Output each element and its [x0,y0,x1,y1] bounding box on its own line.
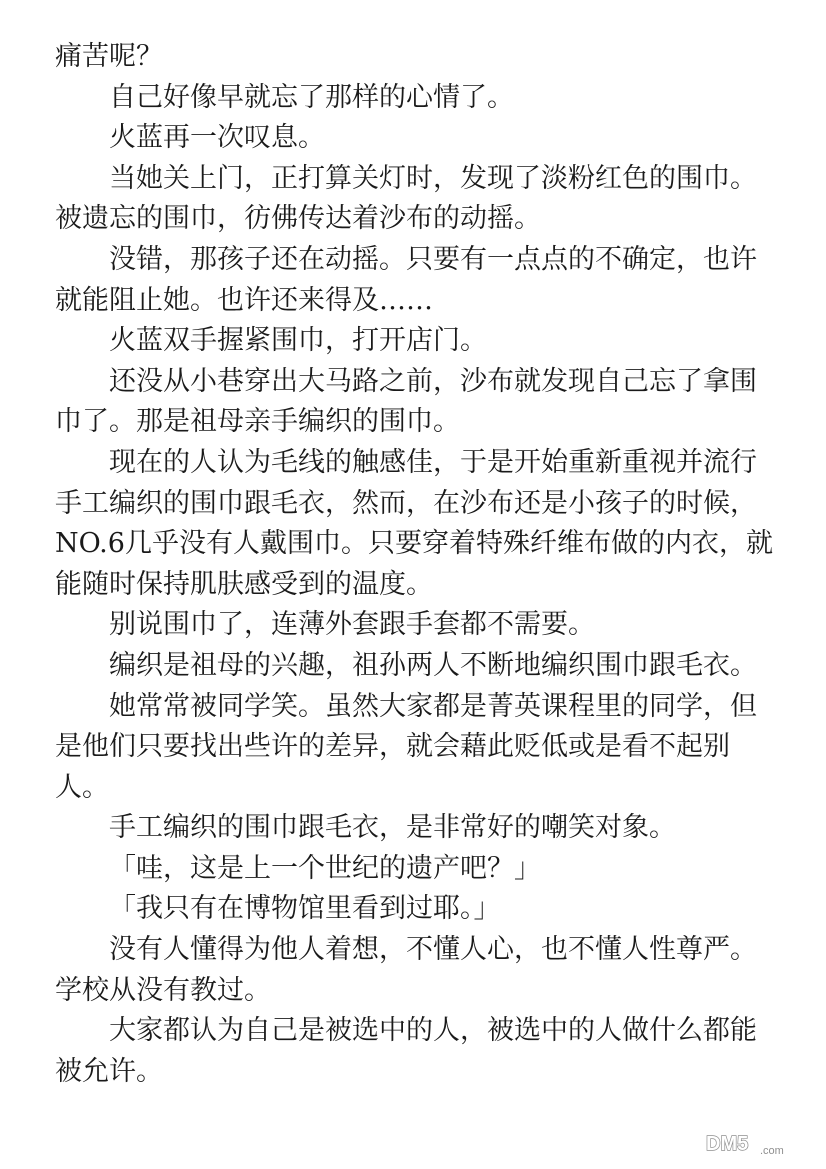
text-body [55,37,775,1092]
text-line: 手工编织的围巾跟毛衣，然而，在沙布还是小孩子的时候， [55,487,757,519]
text-line: 是他们只要找出些许的差异，就会藉此贬低或是看不起别 [55,731,730,763]
text-line: 没有人懂得为他人着想，不懂人心，也不懂人性尊严。 [109,934,757,966]
text-line: 当她关上门，正打算关灯时，发现了淡粉红色的围巾。 [109,162,757,194]
text-line: 现在的人认为毛线的触感佳，于是开始重新重视并流行 [109,446,757,478]
text-line: NO.6几乎没有人戴围巾。只要穿着特殊纤维布做的内衣，就 [55,528,773,560]
text-line: 巾了。那是祖母亲手编织的围巾。 [55,406,460,438]
dm5-logo-icon [704,1129,808,1159]
text-line: 人。 [55,771,109,803]
text-line: 大家都认为自己是被选中的人，被选中的人做什么都能 [109,1015,757,1047]
text-line: 自己好像早就忘了那样的心情了。 [109,81,514,113]
text-line: 「我只有在博物馆里看到过耶。」 [109,893,501,925]
text-line: 被允许。 [55,1055,163,1087]
watermark-suffix: .com [760,1145,784,1157]
text-line: 手工编织的围巾跟毛衣，是非常好的嘲笑对象。 [109,812,676,844]
text-line: 火蓝双手握紧围巾，打开店门。 [109,325,487,357]
text-line: 被遗忘的围巾，彷佛传达着沙布的动摇。 [55,203,541,235]
text-line: 「哇，这是上一个世纪的遗产吧？」 [109,852,541,884]
text-line: 火蓝再一次叹息。 [109,122,325,154]
text-line: 没错，那孩子还在动摇。只要有一点点的不确定，也许 [109,243,757,275]
watermark-text: DM5 [706,1133,749,1155]
text-line: 她常常被同学笑。虽然大家都是菁英课程里的同学，但 [109,690,757,722]
text-line: 别说围巾了，连薄外套跟手套都不需要。 [109,609,595,641]
text-line: 痛苦呢？ [55,41,163,72]
text-line: 还没从小巷穿出大马路之前，沙布就发现自己忘了拿围 [109,365,757,397]
text-line: 学校从没有教过。 [55,974,271,1006]
text-line: 能随时保持肌肤感受到的温度。 [55,568,433,600]
text-line: 编织是祖母的兴趣，祖孙两人不断地编织围巾跟毛衣。 [109,649,757,681]
text-line: 就能阻止她。也许还来得及…… [55,284,433,316]
